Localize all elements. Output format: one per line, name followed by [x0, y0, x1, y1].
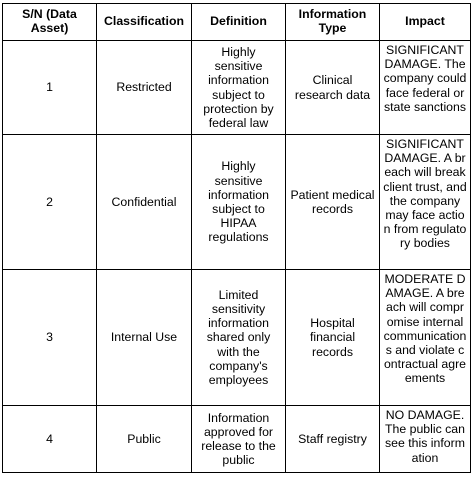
cell-classification: Internal Use: [97, 270, 192, 406]
table-row: [3, 406, 471, 473]
cell-sn: 3: [3, 270, 97, 406]
table-header-row: [3, 4, 471, 41]
cell-information-type: Hospital financial records: [286, 270, 380, 406]
cell-definition: Limited sensitivity information shared only with the company's employees: [192, 270, 286, 406]
cell-classification: Restricted: [97, 41, 192, 135]
header-definition: Definition: [192, 4, 286, 41]
header-impact: Impact: [380, 4, 471, 41]
cell-impact: SIGNIFICANT DAMAGE. The company could face federal or state sanctions: [380, 41, 471, 135]
cell-definition: Information approved for release to the public: [192, 406, 286, 473]
header-classification: Classification: [97, 4, 192, 41]
cell-information-type: Patient medical records: [286, 135, 380, 270]
cell-definition: Highly sensitive information subject to protection by federal law: [192, 41, 286, 135]
cell-information-type: Staff registry: [286, 406, 380, 473]
cell-information-type: Clinical research data: [286, 41, 380, 135]
cell-sn: 4: [3, 406, 97, 473]
table-row: [3, 135, 471, 270]
cell-sn: 2: [3, 135, 97, 270]
table-row: [3, 41, 471, 135]
cell-classification: Public: [97, 406, 192, 473]
data-classification-table: [2, 3, 471, 473]
header-sn: S/N (Data Asset): [3, 4, 97, 41]
cell-definition: Highly sensitive information subject to HIPAA regulations: [192, 135, 286, 270]
cell-sn: 1: [3, 41, 97, 135]
table-row: [3, 270, 471, 406]
cell-impact: NO DAMAGE. The public can see this information: [380, 406, 471, 473]
header-information-type: Information Type: [286, 4, 380, 41]
cell-impact: MODERATE DAMAGE. A breach will compromise internal communications and violate contractual agreements: [380, 270, 471, 406]
cell-classification: Confidential: [97, 135, 192, 270]
cell-impact: SIGNIFICANT DAMAGE. A breach will break client trust, and the company may face action from regulatory bodies: [380, 135, 471, 270]
